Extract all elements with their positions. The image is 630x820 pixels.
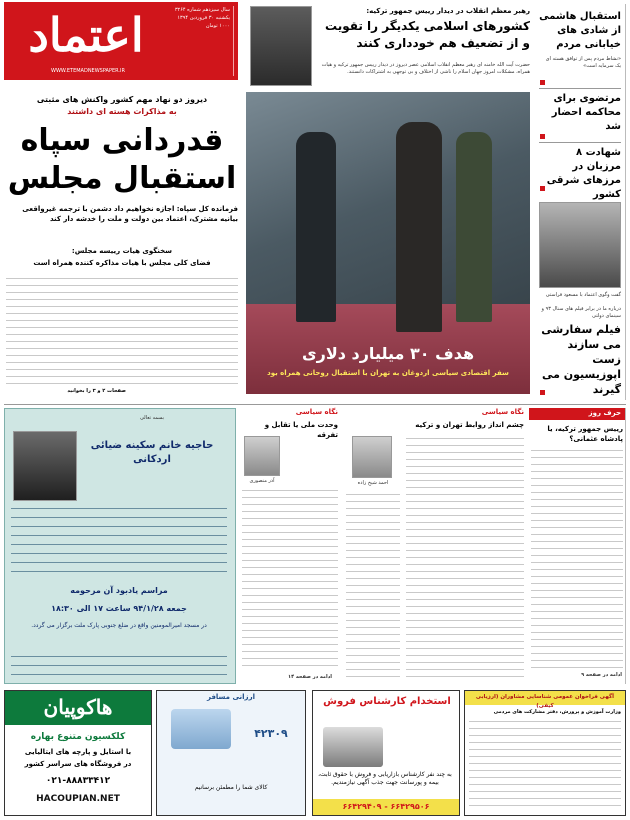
hiring-phone: ۶۶۴۲۹۵۰۶ - ۶۶۴۲۹۴۰۹ xyxy=(342,802,430,811)
tours-line: کالای شما را مطمئن برسانیم xyxy=(194,784,268,791)
sight-1-title: وحدت ملی یا تقابل و تفرقه xyxy=(264,421,338,439)
hard-talk-title: رییس جمهور ترکیه، یا پادشاه عثمانی؟ xyxy=(547,425,623,443)
lead-photo xyxy=(246,92,530,394)
obituary-place: در مسجد امیرالمومنین واقع در ضلع جنوبی پارک ملت برگزار می گردد. xyxy=(31,622,207,629)
mid-divider xyxy=(4,404,626,405)
main-kicker-1: دیروز دو نهاد مهم کشور واکنش های مثبتی xyxy=(36,95,208,104)
right-story-2-title: مرتضوی برای محاکمه احضار شد xyxy=(551,93,621,132)
farasati-photo xyxy=(539,202,621,288)
hiring-people xyxy=(323,727,383,767)
photo-caption: سفر اقتصادی سیاسی اردوغان به تهران با استقبال روحانی همراه بود xyxy=(267,369,509,377)
main-story xyxy=(4,86,240,402)
hacopian-brand: هاکوپیان xyxy=(43,695,113,719)
right-story-4-title: فیلم سفارشی می سازند زست اپوزیسیون می گیرند xyxy=(541,323,621,396)
lead-top-kicker: رهبر معظم انقلاب در دیدار رییس جمهور ترکیه: xyxy=(366,7,530,15)
tender-ad xyxy=(464,690,626,816)
issue-info: سال سیزدهم شماره ۳۲۶۴ یکشنبه ۳۰ فروردین ۱۳۹۴ xyxy=(174,7,230,21)
hacopian-phone: ۰۲۱-۸۸۸۳۳۴۱۲ xyxy=(45,776,111,786)
right-story-1-title: استقبال هاشمی از شادی های خیابانی مردم xyxy=(539,11,621,50)
hiring-text: به چند نفر کارشناس بازاریابی و فروش با حقوق ثابت، بیمه و پورسانت جهت جذب آگهی نیازمندیم. xyxy=(318,771,452,786)
tours-title: ارزانی مسافر xyxy=(206,693,256,701)
lead-top-story xyxy=(246,4,530,90)
hard-talk xyxy=(530,408,626,684)
right-column xyxy=(536,4,626,400)
right-story-3-title: شهادت ۸ مرزبان در مرزهای شرقی کشور xyxy=(546,147,621,200)
sight-2-body-b xyxy=(346,492,400,680)
main-sub-2: سخنگوی هیات رییسه مجلس: xyxy=(71,247,173,255)
masthead-website: WWW.ETEMADNEWSPAPER.IR xyxy=(51,68,125,74)
hard-talk-more: ادامه در صفحه ۹ xyxy=(581,672,622,678)
hacopian-url: HACOUPIAN.NET xyxy=(36,794,120,804)
obituary-ad xyxy=(4,408,236,684)
tender-body xyxy=(469,719,621,811)
sight-2-author: احمد شیخ زاده xyxy=(357,480,389,486)
right-story-4-caption: گفت وگوی اعتماد با مسعود فراستی xyxy=(545,292,621,298)
right-bullet-1 xyxy=(540,80,545,85)
lead-top-body: حضرت آیت الله خامنه ای رهبر معظم انقلاب اسلامی عصر دیروز در دیدار رییس جمهور ترکیه و هیات همراه، مشکلات امروز جهان اسلام را ناشی از اختلاف و بی توجهی به اشتراکات دانستند. xyxy=(321,62,530,75)
main-kicker-2: به مذاکرات هسته ای داشتند xyxy=(67,107,177,116)
tours-plane xyxy=(171,709,231,749)
obituary-text xyxy=(11,505,227,577)
right-story-4-sub: درباره ما در برابر فیلم های سنال ۹۳ و سینمای دولتی xyxy=(541,306,621,319)
obituary-ceremony-title: مراسم یادبود آن مرحومه xyxy=(70,586,168,595)
hard-talk-body xyxy=(531,448,623,668)
lead-top-headline: کشورهای اسلامی یکدیگر را تقویت و از تضعیف هم خودداری کنند xyxy=(324,19,530,50)
hiring-ad xyxy=(312,690,460,816)
tender-title: آگهی فراخوان عمومی شناسایی مشاوران (ارزیابی کیفی) xyxy=(475,694,615,709)
sight-1-author: آذر منصوری xyxy=(249,478,275,484)
main-body-text xyxy=(6,276,238,384)
leader-photo xyxy=(250,6,312,86)
obituary-date: جمعه ۹۴/۱/۲۸ ساعت ۱۷ الی ۱۸:۳۰ xyxy=(51,604,187,613)
main-sub-1: فرمانده کل سپاه: اجازه نخواهیم داد دشمن با ترجمه غیرواقعی بیانیه مشترک، اعتماد بین دولت و ملت را خدشه دار کند xyxy=(22,205,238,223)
hacopian-ad xyxy=(4,690,152,816)
hacopian-line-1: کلکسیون متنوع بهاره xyxy=(30,732,126,742)
sight-2-title: چشم انداز روابط تهران و ترکیه xyxy=(415,421,524,429)
price: ۱۰۰۰ تومان xyxy=(205,23,230,29)
obituary-intro: بسمه تعالی xyxy=(139,415,165,421)
obituary-name: حاجیه خانم سکینه ضیائی اردکانی xyxy=(90,440,214,465)
tours-phone: ۴۲۳۰۹ xyxy=(254,727,288,740)
obituary-family xyxy=(11,653,227,677)
right-bullet-3 xyxy=(540,186,545,191)
hacopian-brand-bg xyxy=(5,691,151,725)
tender-sub: وزارت آموزش و پرورش، دفتر مشارکت های مردمی xyxy=(493,709,621,715)
right-divider-2 xyxy=(539,142,621,143)
photo-headline: هدف ۳۰ میلیارد دلاری xyxy=(301,344,475,363)
masthead-box xyxy=(4,2,238,80)
hiring-phone-bg xyxy=(313,799,459,815)
masthead-info xyxy=(172,6,234,76)
hard-talk-label: حرف روز xyxy=(588,409,621,417)
main-sub-3: فضای کلی مجلس با هیات مذاکره کننده همراه است xyxy=(33,259,211,267)
photo-figure-right xyxy=(396,122,442,332)
sight-1-label: نگاه سیاسی xyxy=(295,408,338,416)
photo-guard xyxy=(456,132,492,322)
photo-figure-left xyxy=(296,132,336,322)
hacopian-line-2: با استایل و پارچه های ایتالیایی xyxy=(24,748,132,756)
tours-ad xyxy=(156,690,306,816)
sight-1-author-photo xyxy=(244,436,280,476)
hiring-title: استخدام کارشناس فروش xyxy=(323,696,451,707)
right-divider-1 xyxy=(539,88,621,89)
right-story-1-note: «نشاط مردم پس از توافق هسته ای یک سرمایه است» xyxy=(545,56,621,69)
masthead-logo: اعتماد xyxy=(28,8,144,62)
hard-talk-label-bg xyxy=(529,408,625,420)
tender-title-bg xyxy=(465,691,625,709)
sight-2-body xyxy=(406,436,524,680)
obituary-photo xyxy=(13,431,77,501)
sight-2-author-photo xyxy=(352,436,392,478)
sight-2-label: نگاه سیاسی xyxy=(481,408,524,416)
hacopian-line-3: در فروشگاه های سراسر کشور xyxy=(24,760,132,768)
sight-1-more: ادامه در صفحه ۱۴ xyxy=(288,674,332,680)
right-bullet-4 xyxy=(540,390,545,395)
right-bullet-2 xyxy=(540,134,545,139)
sight-1-body xyxy=(242,488,338,672)
sight-column-2 xyxy=(344,408,526,684)
sight-column-1 xyxy=(240,408,340,684)
main-more: صفحات ۲ و ۳ را بخوانید xyxy=(67,388,126,394)
main-headline: قدردانی سپاه استقبال مجلس xyxy=(7,123,237,196)
